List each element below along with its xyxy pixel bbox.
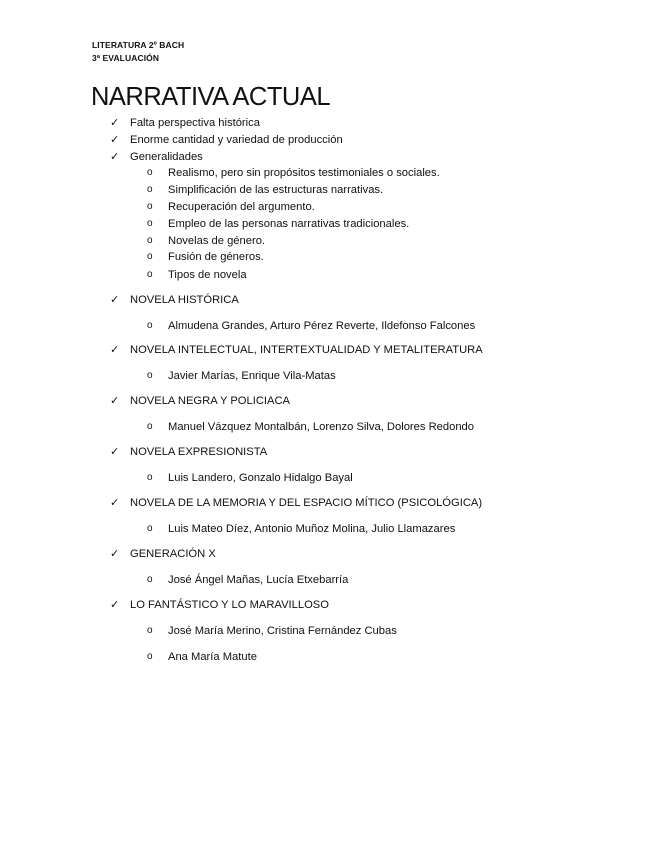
page-title: NARRATIVA ACTUAL [91, 83, 331, 111]
sub-list-item: Simplificación de las estructuras narrativas. [168, 184, 384, 196]
list-item: NOVELA HISTÓRICA [130, 294, 239, 306]
list-item: Enorme cantidad y variedad de producción [130, 134, 343, 146]
sub-list-item: Tipos de novela [168, 269, 247, 281]
sub-list-item: José María Merino, Cristina Fernández Cubas [168, 625, 397, 637]
bullet-icon: o [147, 201, 153, 212]
list-item: LO FANTÁSTICO Y LO MARAVILLOSO [130, 599, 329, 611]
evaluation-label: 3ª EVALUACIÓN [92, 53, 160, 63]
check-icon: ✓ [110, 294, 120, 306]
bullet-icon: o [147, 523, 153, 534]
sub-list-item: Novelas de género. [168, 235, 266, 247]
sub-list-item: Luis Mateo Díez, Antonio Muñoz Molina, Julio Llamazares [168, 523, 456, 535]
sub-list-item: Fusión de géneros. [168, 251, 264, 263]
course-label: LITERATURA 2º BACH [92, 40, 185, 50]
check-icon: ✓ [110, 446, 120, 458]
check-icon: ✓ [110, 395, 120, 407]
check-icon: ✓ [110, 497, 120, 509]
list-item: NOVELA NEGRA Y POLICIACA [130, 395, 291, 407]
sub-list-item: Luis Landero, Gonzalo Hidalgo Bayal [168, 472, 353, 484]
bullet-icon: o [147, 370, 153, 381]
sub-list-item: Almudena Grandes, Arturo Pérez Reverte, Ildefonso Falcones [168, 320, 476, 332]
check-icon: ✓ [110, 134, 120, 146]
check-icon: ✓ [110, 599, 120, 611]
bullet-icon: o [147, 421, 153, 432]
sub-list-item: Javier Marías, Enrique Vila-Matas [168, 370, 336, 382]
sub-list-item: Ana María Matute [168, 651, 257, 663]
sub-list-item: Manuel Vázquez Montalbán, Lorenzo Silva, Dolores Redondo [168, 421, 474, 433]
sub-list-item: Empleo de las personas narrativas tradicionales. [168, 218, 410, 230]
bullet-icon: o [147, 651, 153, 662]
check-icon: ✓ [110, 151, 120, 163]
list-item: NOVELA EXPRESIONISTA [130, 446, 268, 458]
list-item: NOVELA INTELECTUAL, INTERTEXTUALIDAD Y METALITERATURA [130, 344, 483, 356]
check-icon: ✓ [110, 548, 120, 560]
list-item: NOVELA DE LA MEMORIA Y DEL ESPACIO MÍTICO (PSICOLÓGICA) [130, 497, 483, 509]
check-icon: ✓ [110, 344, 120, 356]
sub-list-item: Realismo, pero sin propósitos testimoniales o sociales. [168, 167, 440, 179]
bullet-icon: o [147, 574, 153, 585]
bullet-icon: o [147, 251, 153, 262]
bullet-icon: o [147, 625, 153, 636]
list-item: Generalidades [130, 151, 203, 163]
sub-list-item: José Ángel Mañas, Lucía Etxebarría [168, 574, 349, 586]
check-icon: ✓ [110, 117, 120, 129]
bullet-icon: o [147, 269, 153, 280]
bullet-icon: o [147, 235, 153, 246]
bullet-icon: o [147, 472, 153, 483]
list-item: Falta perspectiva histórica [130, 117, 260, 129]
sub-list-item: Recuperación del argumento. [168, 201, 315, 213]
bullet-icon: o [147, 320, 153, 331]
list-item: GENERACIÓN X [130, 548, 216, 560]
bullet-icon: o [147, 184, 153, 195]
bullet-icon: o [147, 218, 153, 229]
bullet-icon: o [147, 167, 153, 178]
